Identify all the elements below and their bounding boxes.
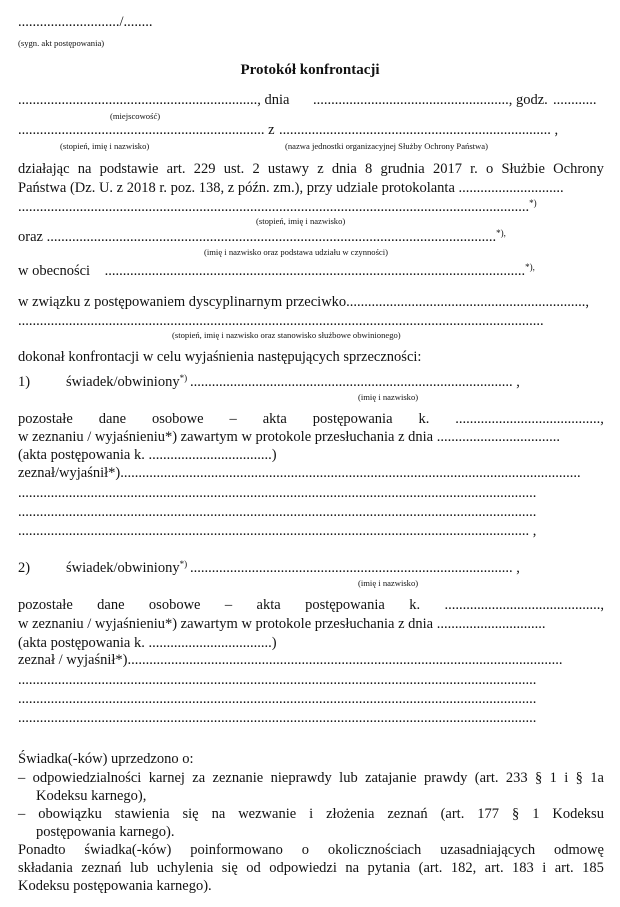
officer-unit-field: ........................................................................... , [279, 122, 559, 138]
oraz-caption: (imię i nazwisko oraz podstawa udziału w czynności) [204, 247, 388, 257]
witness-1-name-caption: (imię i nazwisko) [358, 392, 419, 402]
warnings-heading: Świadka(-ków) uprzedzono o: [18, 751, 194, 767]
witness-1-testimony-line: w zeznaniu / wyjaśnieniu*) zawartym w protokole przesłuchania z dnia .................................. [18, 429, 560, 445]
witness-1-name-field: ......................................................................................... , [190, 374, 520, 390]
accused-caption: (stopień, imię i nazwisko oraz stanowisko służbowe obwinionego) [172, 330, 401, 340]
warning-item-1-line-1: – odpowiedzialności karnej za zeznanie nieprawdy lub zatajanie prawdy (art. 233 § 1 i § 1a [18, 770, 604, 786]
final-line-1: Ponadto świadka(-ków) poinformowano o okolicznościach uzasadniających odmowę [18, 842, 604, 858]
case-number-caption: (sygn. akt postępowania) [18, 38, 105, 48]
intro-line: dokonał konfrontacji w celu wyjaśnienia następujących sprzeczności: [18, 349, 422, 365]
officer-name-field: .................................................................... z [18, 122, 275, 138]
witness-1-files-line: (akta postępowania k. ..................................) [18, 447, 277, 463]
legal-basis-line-2: Państwa (Dz. U. z 2018 r. poz. 138, z późn. zm.), przy udziale protokolanta ............................. [18, 180, 564, 196]
warning-item-1-line-2: Kodeksu karnego), [36, 788, 147, 804]
witness-1-stated: zeznał/wyjaśnił*)............................................................................................................................... [18, 465, 581, 481]
legal-basis-line-3: .............................................................................................................................................*) [18, 198, 537, 215]
proceedings-dots: ................................................................................................................................................. [18, 313, 544, 329]
warning-item-2-line-2: postępowania karnego). [36, 824, 175, 840]
final-line-3: Kodeksu postępowania karnego). [18, 878, 212, 894]
warning-item-2-line-1: – obowiązku stawienia się na wezwanie i złożenia zeznań (art. 177 § 1 Kodeksu [18, 806, 604, 822]
witness-2-dots-line: ............................................................................................................................................... [18, 710, 537, 726]
case-number-line: ............................/........ [18, 14, 153, 30]
officer-name-caption: (stopień, imię i nazwisko) [60, 141, 150, 151]
witness-2-number: 2) [18, 560, 31, 576]
witness-2-files-line: (akta postępowania k. ..................................) [18, 635, 277, 651]
witness-2-stated: zeznał / wyjaśnił*)........................................................................................................................ [18, 652, 563, 668]
witness-1-dots-line: ............................................................................................................................................. , [18, 523, 537, 539]
witness-2-testimony-line: w zeznaniu / wyjaśnieniu*) zawartym w protokole przesłuchania z dnia .............................. [18, 616, 546, 632]
proceedings-line: w związku z postępowaniem dyscyplinarnym przeciwko.................................................................., [18, 294, 590, 310]
witness-2-role: świadek/obwiniony*) [66, 559, 188, 576]
witness-2-dots-line: ............................................................................................................................................... [18, 672, 537, 688]
clerk-caption: (stopień, imię i nazwisko) [256, 216, 346, 226]
witness-2-dots-line: ............................................................................................................................................... [18, 691, 537, 707]
witness-2-name-caption: (imię i nazwisko) [358, 578, 419, 588]
document-title: Protokół konfrontacji [240, 62, 380, 78]
place-caption: (miejscowość) [110, 111, 161, 121]
oraz-line: oraz ............................................................................................................................*), [18, 228, 506, 245]
witness-2-name-field: ......................................................................................... , [190, 560, 520, 576]
place-field: .................................................................., dnia [18, 92, 290, 108]
legal-basis-line-1: działając na podstawie art. 229 ust. 2 ustawy z dnia 8 grudnia 2017 r. o Służbie Ochrony [18, 161, 604, 177]
witness-1-role: świadek/obwiniony*) [66, 373, 188, 390]
witness-1-dots-line: ............................................................................................................................................... [18, 504, 537, 520]
presence-line: w obecności ....................................................................................................................*), [18, 262, 535, 279]
date-field: ......................................................, godz. [313, 92, 548, 108]
officer-unit-caption: (nazwa jednostki organizacyjnej Służby Ochrony Państwa) [285, 141, 488, 151]
witness-1-number: 1) [18, 374, 31, 390]
witness-1-dots-line: ............................................................................................................................................... [18, 485, 537, 501]
final-line-2: składania zeznań lub uchylenia się od odpowiedzi na pytania (art. 182, art. 183 i art. 185 [18, 860, 604, 876]
witness-2-other-data: pozostałe dane osobowe – akta postępowania k. ..........................................., [18, 597, 604, 613]
time-field: ............ [553, 92, 597, 108]
witness-1-other-data: pozostałe dane osobowe – akta postępowania k. ........................................, [18, 411, 604, 427]
